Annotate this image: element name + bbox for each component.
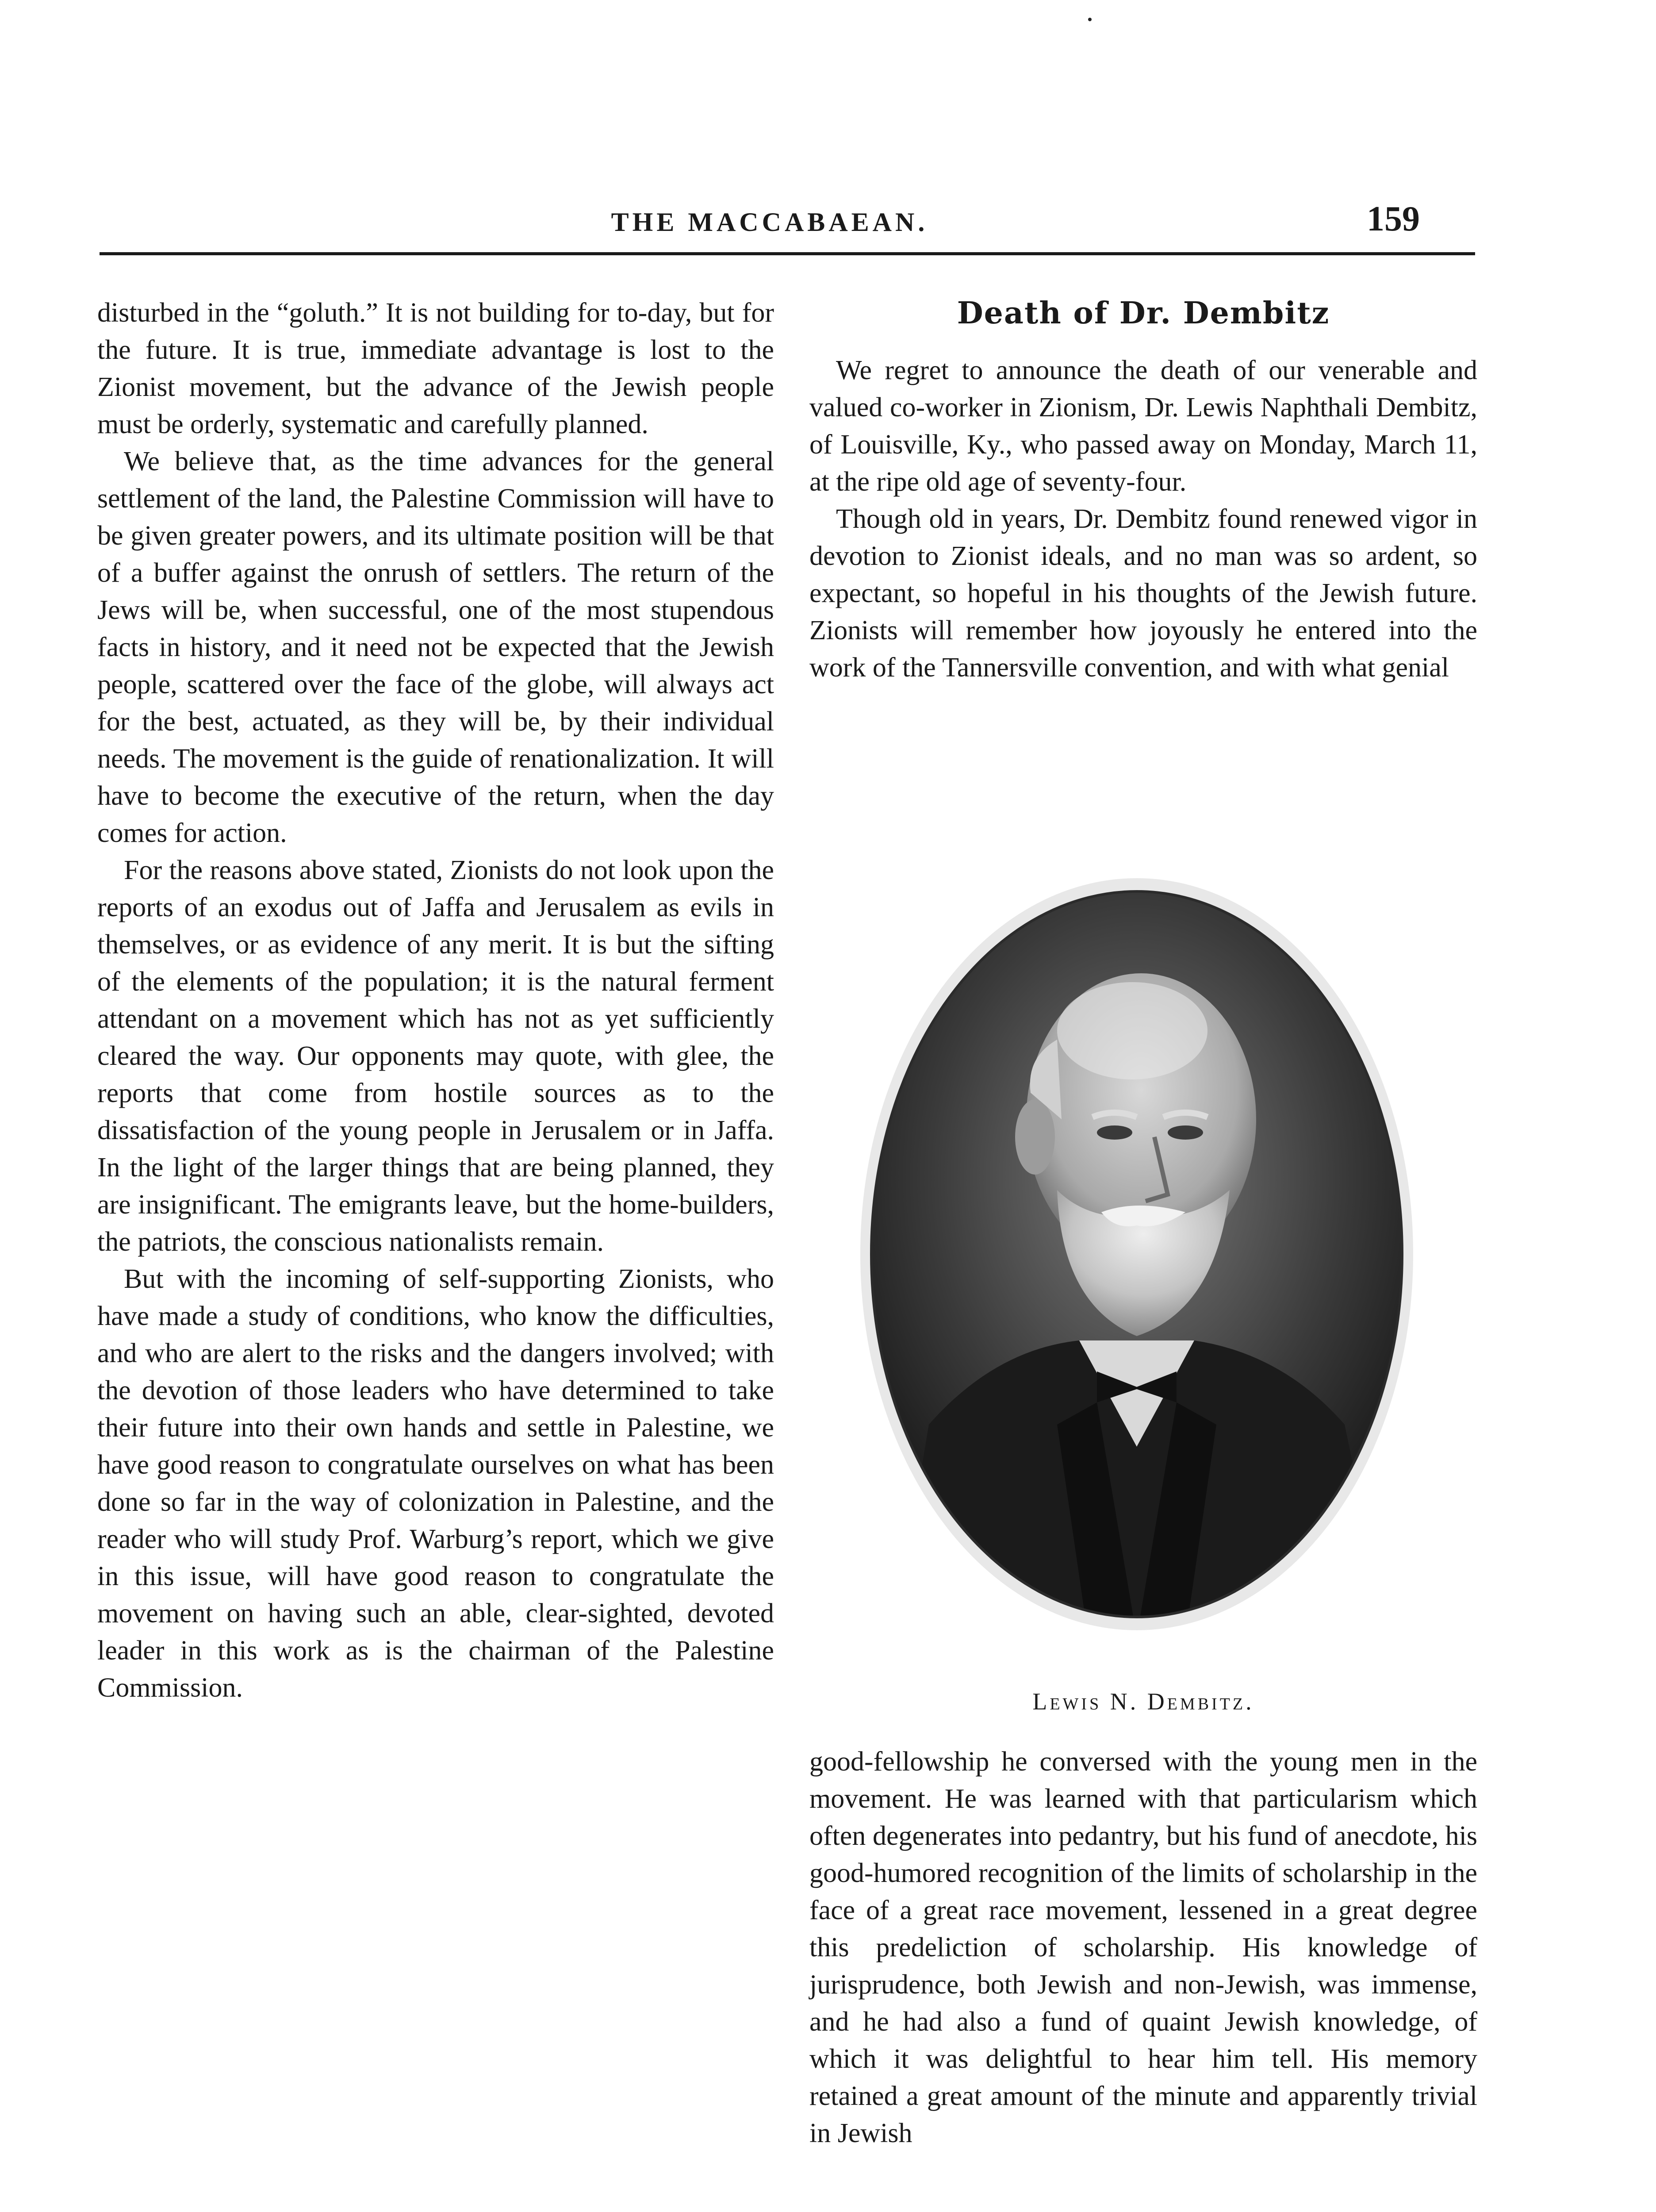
obituary-paragraph-3: good-fellowship he conversed with the young men in the movement. He was learned with that particularism which often degenerates into pedantry, but his fund of anecdote, his good-humored recognition of the limits of scholarship in the face of a great race movement, lessened in a great degree this predeliction of scholarship. His knowledge of jurisprudence, both Jewish and non-Jewish, was immense, and he had also a fund of quaint Jewish knowledge, of which it was delightful to hear him tell. His memory retained a great amount of the minute and apparently trivial in Jewish [809,1747,1477,2148]
left-paragraph-2: We believe that, as the time advances for the general settlement of the land, the Palestine Commission will have to be given greater powers, and its ultimate position will be that of a buffer against the onrush of settlers. The return of the Jews will be, when successful, one of the most stupendous facts in history, and it need not be expected that the Jewish people, scattered over the face of the globe, will always act for the best, actuated, as they will be, by their individual needs. The movement is the guide of renationalization. It will have to become the executive of the return, when the day comes for action. [97,446,774,848]
left-column [97,294,774,1706]
page-number: 159 [1367,200,1420,238]
photo-caption: Lewis N. Dembitz. [1032,1688,1254,1715]
article-title: Death of Dr. Dembitz [957,296,1330,331]
left-paragraph-1: disturbed in the “goluth.” It is not building for to-day, but for the future. It is true, immediate advantage is lost to the Zionist movement, but the advance of the Jewish people must be orderly, systematic and carefully planned. [97,298,774,439]
portrait-photo [849,872,1424,1637]
left-paragraph-3: For the reasons above stated, Zionists do not look upon the reports of an exodus out of Jaffa and Jerusalem as evils in themselves, or as evidence of any merit. It is but the sifting of the elements of the population; it is the natural ferment attendant on a movement which has not as yet sufficiently cleared the way. Our opponents may quote, with glee, the reports that come from hostile sources as to the dissatisfaction of the young people in Jerusalem or in Jaffa. In the light of the larger things that are being planned, they are insignificant. The emigrants leave, but the home-builders, the patriots, the conscious nationalists remain. [97,855,774,1257]
obituary-text-top [809,352,1477,686]
obituary-text-bottom [809,1743,1477,2152]
obituary-paragraph-1: We regret to announce the death of our venerable and valued co-worker in Zionism, Dr. Lewis Naphthali Dembitz, of Louisville, Ky., who passed away on Monday, March 11, at the ripe old age of seventy-four. [809,355,1477,497]
left-paragraph-4: But with the incoming of self-supporting Zionists, who have made a study of conditions, who know the difficulties, and who are alert to the risks and the dangers involved; with the devotion of those leaders who have determined to take their future into their own hands and settle in Palestine, we have good reason to congratulate ourselves on what has been done so far in the way of colonization in Palestine, and the reader who will study Prof. Warburg’s report, which we give in this issue, will have good reason to congratulate the movement on having such an able, clear-sighted, devoted leader in this work as is the chairman of the Palestine Commission. [97,1264,774,1703]
running-head: THE MACCABAEAN. [611,207,928,237]
obituary-paragraph-2: Though old in years, Dr. Dembitz found renewed vigor in devotion to Zionist ideals, and no man was so ardent, so expectant, so hopeful in his thoughts of the Jewish future. Zionists will remember how joyously he entered into the work of the Tannersville convention, and with what genial [809,504,1477,683]
header-rule [100,252,1475,255]
print-speck [1088,18,1092,21]
